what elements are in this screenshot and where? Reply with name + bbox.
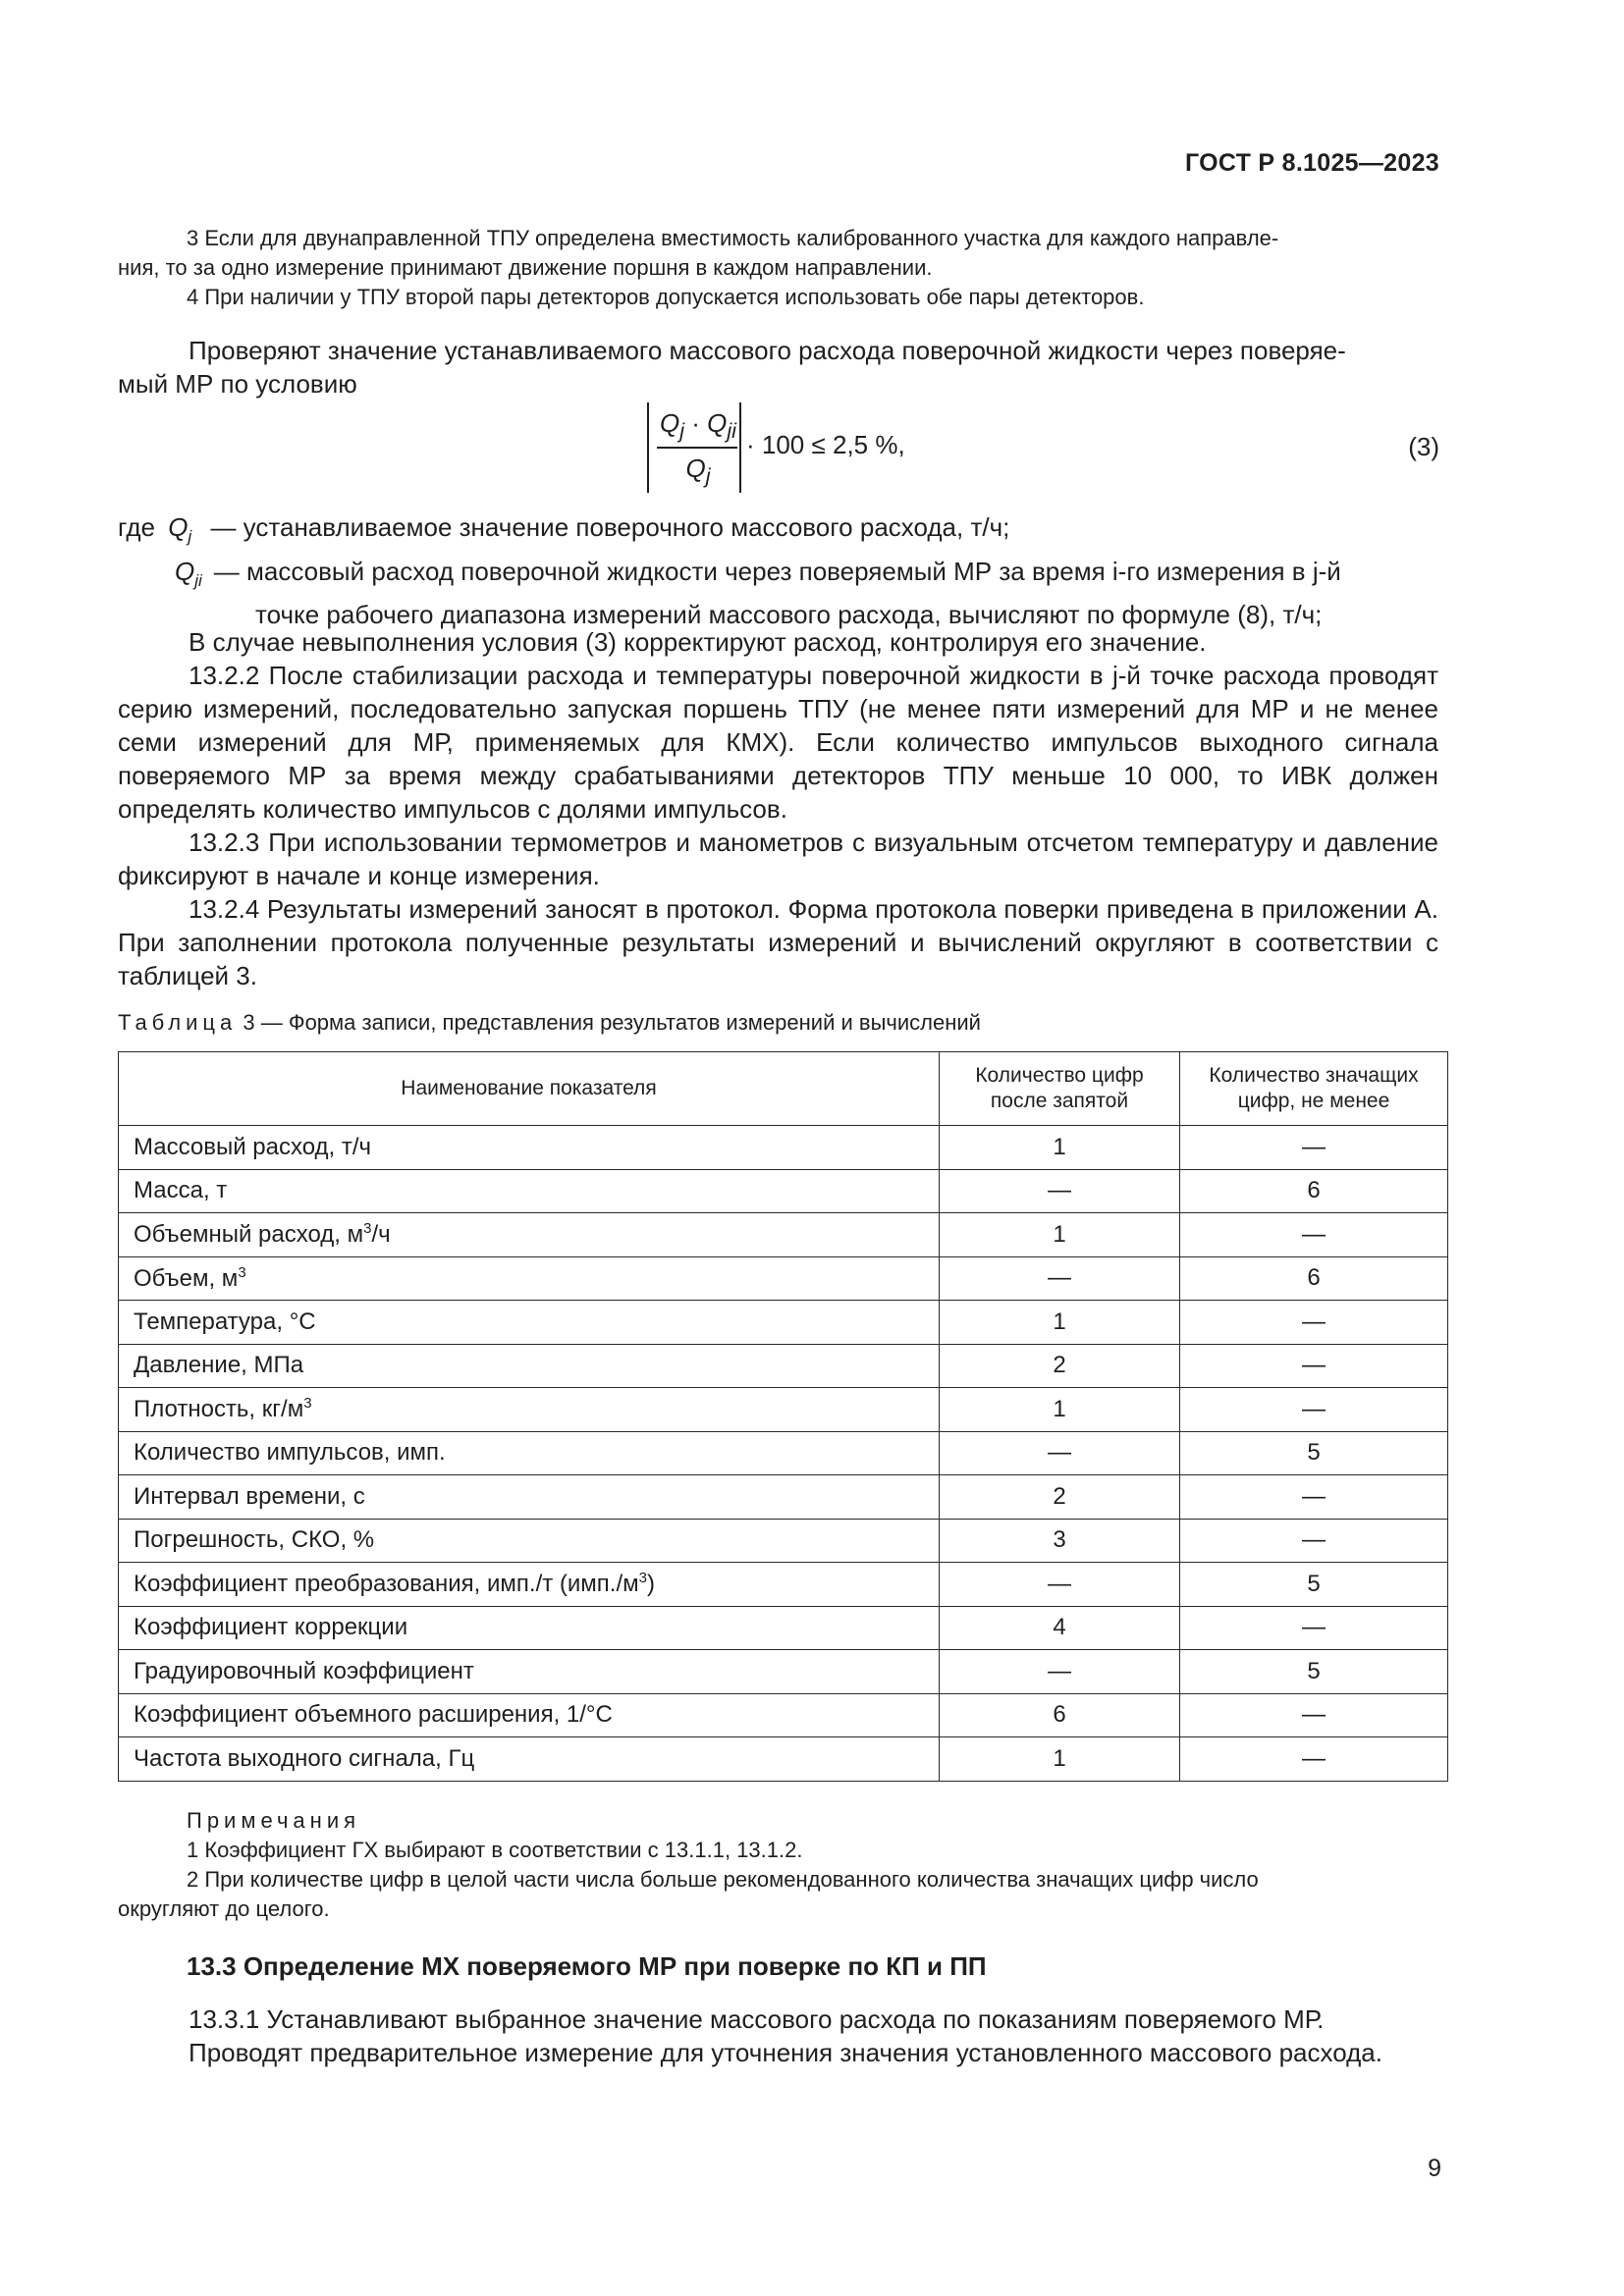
standard-designation: ГОСТ Р 8.1025—2023 bbox=[1184, 149, 1439, 177]
check-line-2: мый МР по условию bbox=[118, 369, 357, 399]
cell-significant: — bbox=[1180, 1606, 1448, 1650]
formula-rest: · 100 ≤ 2,5 %, bbox=[746, 430, 905, 459]
cell-significant: 5 bbox=[1180, 1431, 1448, 1475]
table-row bbox=[119, 1693, 1448, 1737]
table-row bbox=[119, 1256, 1448, 1301]
section-text bbox=[118, 2002, 1438, 2069]
cell-significant: — bbox=[1180, 1301, 1448, 1345]
cell-indicator: Коэффициент объемного расширения, 1/°С bbox=[119, 1693, 940, 1737]
notes-top bbox=[118, 224, 1438, 312]
cell-significant: — bbox=[1180, 1126, 1448, 1170]
check-paragraph bbox=[118, 334, 1438, 400]
cell-significant: — bbox=[1180, 1519, 1448, 1563]
note-4: 4 При наличии у ТПУ второй пары детекторов допускается использовать обе пары детекторов. bbox=[187, 285, 1145, 309]
cell-indicator: Объемный расход, $м^3/ч$ bbox=[119, 1213, 940, 1257]
body-p2: 13.2.2 После стабилизации расхода и температуры поверочной жидкости в j-й точке расхода проводят серию измерений, последовательно запуская поршень ТПУ (не менее пяти измерений для МР и не менее семи измерений для МР, применяемых для КМХ). Если количество импульсов выходного сигнала поверяемого МР за время между срабатываниями детекторов ТПУ меньше 10 000, то ИВК должен определять количество импульсов с долями импульсов. bbox=[118, 661, 1438, 824]
cell-significant: — bbox=[1180, 1693, 1448, 1737]
section-p1: 13.3.1 Устанавливают выбранное значение массового расхода по показаниям поверяемого МР. bbox=[189, 2004, 1325, 2034]
cell-decimals: — bbox=[940, 1431, 1180, 1475]
where-q-ji: $Q_{ji}$ — массовый расход поверочной жидкости через поверяемый МР за время i-го измерения в j-й точке рабочего диапазона измерений массового расхода, вычисляют по формуле (8), т/ч; bbox=[175, 557, 1341, 630]
notes-title: Примечания bbox=[187, 1808, 361, 1833]
header-decimals: Количество цифр после запятой bbox=[940, 1052, 1180, 1126]
table-note-2-cont: округляют до целого. bbox=[118, 1896, 330, 1921]
body-p3: 13.2.3 При использовании термометров и манометров с визуальным отсчетом температуру и давление фиксируют в начале и конце измерения. bbox=[118, 828, 1438, 890]
section-p2: Проводят предварительное измерение для уточнения значения установленного массового расхода. bbox=[189, 2038, 1382, 2067]
page-number: 9 bbox=[1428, 2155, 1441, 2182]
table-note-2: 2 При количестве цифр в целой части числа больше рекомендованного количества значащих цифр число bbox=[187, 1867, 1259, 1892]
note-3: 3 Если для двунаправленной ТПУ определена вместимость калиброванного участка для каждого направле- bbox=[187, 226, 1279, 250]
table-row bbox=[119, 1213, 1448, 1257]
body-p1: В случае невыполнения условия (3) корректируют расход, контролируя его значение. bbox=[189, 627, 1207, 657]
table-notes bbox=[118, 1806, 1448, 1924]
cell-indicator: Давление, МПа bbox=[119, 1344, 940, 1388]
cell-decimals: — bbox=[940, 1650, 1180, 1694]
header-indicator: Наименование показателя bbox=[119, 1052, 940, 1126]
table-header-row bbox=[119, 1052, 1448, 1126]
cell-significant: — bbox=[1180, 1213, 1448, 1257]
table-row bbox=[119, 1126, 1448, 1170]
table-row bbox=[119, 1431, 1448, 1475]
table-row bbox=[119, 1519, 1448, 1563]
abs-bar-right-inner bbox=[739, 402, 741, 493]
table-caption: Таблица 3 — Форма записи, представления результатов измерений и вычислений bbox=[118, 1010, 981, 1035]
formula-denominator: $Q_j$ bbox=[685, 454, 711, 489]
check-line-1: Проверяют значение устанавливаемого массового расхода поверочной жидкости через поверяе- bbox=[189, 336, 1346, 365]
cell-decimals: 2 bbox=[940, 1344, 1180, 1388]
header-significant: Количество значащих цифр, не менее bbox=[1180, 1052, 1448, 1126]
cell-significant: — bbox=[1180, 1344, 1448, 1388]
body-text bbox=[118, 625, 1438, 992]
cell-significant: — bbox=[1180, 1737, 1448, 1782]
cell-decimals: 1 bbox=[940, 1737, 1180, 1782]
cell-significant: 5 bbox=[1180, 1563, 1448, 1607]
cell-significant: 6 bbox=[1180, 1256, 1448, 1301]
cell-indicator: Погрешность, СКО, % bbox=[119, 1519, 940, 1563]
note-3-cont: ния, то за одно измерение принимают движение поршня в каждом направлении. bbox=[118, 255, 933, 280]
fraction-line bbox=[657, 447, 737, 449]
table-row bbox=[119, 1344, 1448, 1388]
cell-decimals: — bbox=[940, 1563, 1180, 1607]
rounding-table bbox=[118, 1051, 1448, 1782]
section-heading: 13.3 Определение МХ поверяемого МР при поверке по КП и ПП bbox=[187, 1951, 987, 1981]
cell-decimals: 1 bbox=[940, 1301, 1180, 1345]
cell-indicator: Градуировочный коэффициент bbox=[119, 1650, 940, 1694]
cell-indicator: Коэффициент коррекции bbox=[119, 1606, 940, 1650]
formula-numerator: $Q_j \cdot Q_{ji}$ bbox=[659, 408, 736, 444]
table-row bbox=[119, 1737, 1448, 1782]
cell-indicator: Масса, т bbox=[119, 1169, 940, 1213]
cell-decimals: 3 bbox=[940, 1519, 1180, 1563]
table-row bbox=[119, 1606, 1448, 1650]
table-row bbox=[119, 1563, 1448, 1607]
table-row bbox=[119, 1169, 1448, 1213]
cell-decimals: 1 bbox=[940, 1126, 1180, 1170]
abs-bar-left bbox=[647, 402, 649, 493]
cell-indicator: Частота выходного сигнала, Гц bbox=[119, 1737, 940, 1782]
cell-significant: — bbox=[1180, 1388, 1448, 1432]
cell-indicator: Температура, °С bbox=[119, 1301, 940, 1345]
cell-indicator: Коэффициент преобразования, имп./т $(имп./м^3)$ bbox=[119, 1563, 940, 1607]
cell-significant: 5 bbox=[1180, 1650, 1448, 1694]
table-row bbox=[119, 1475, 1448, 1520]
cell-indicator: Плотность, $кг/м^3$ bbox=[119, 1388, 940, 1432]
table-row bbox=[119, 1650, 1448, 1694]
cell-indicator: Количество импульсов, имп. bbox=[119, 1431, 940, 1475]
cell-significant: 6 bbox=[1180, 1169, 1448, 1213]
table-row bbox=[119, 1301, 1448, 1345]
cell-indicator: Массовый расход, т/ч bbox=[119, 1126, 940, 1170]
where-q-j: где $Q_j$ — устанавливаемое значение поверочного массового расхода, т/ч; bbox=[118, 512, 1010, 547]
equation-number: (3) bbox=[1408, 432, 1439, 461]
cell-decimals: 6 bbox=[940, 1693, 1180, 1737]
cell-decimals: 1 bbox=[940, 1388, 1180, 1432]
formula-3 bbox=[643, 402, 1232, 496]
table-note-1: 1 Коэффициент ГХ выбирают в соответствии с 13.1.1, 13.1.2. bbox=[187, 1838, 803, 1862]
cell-decimals: — bbox=[940, 1256, 1180, 1301]
cell-decimals: 2 bbox=[940, 1475, 1180, 1520]
table-row bbox=[119, 1388, 1448, 1432]
cell-decimals: — bbox=[940, 1169, 1180, 1213]
cell-indicator: Интервал времени, с bbox=[119, 1475, 940, 1520]
body-p4: 13.2.4 Результаты измерений заносят в протокол. Форма протокола поверки приведена в приложении А. При заполнении протокола полученные результаты измерений и вычислений округляют в соответствии с таблицей 3. bbox=[118, 894, 1438, 990]
cell-significant: — bbox=[1180, 1475, 1448, 1520]
cell-decimals: 4 bbox=[940, 1606, 1180, 1650]
cell-decimals: 1 bbox=[940, 1213, 1180, 1257]
cell-indicator: Объем, $м^3$ bbox=[119, 1256, 940, 1301]
